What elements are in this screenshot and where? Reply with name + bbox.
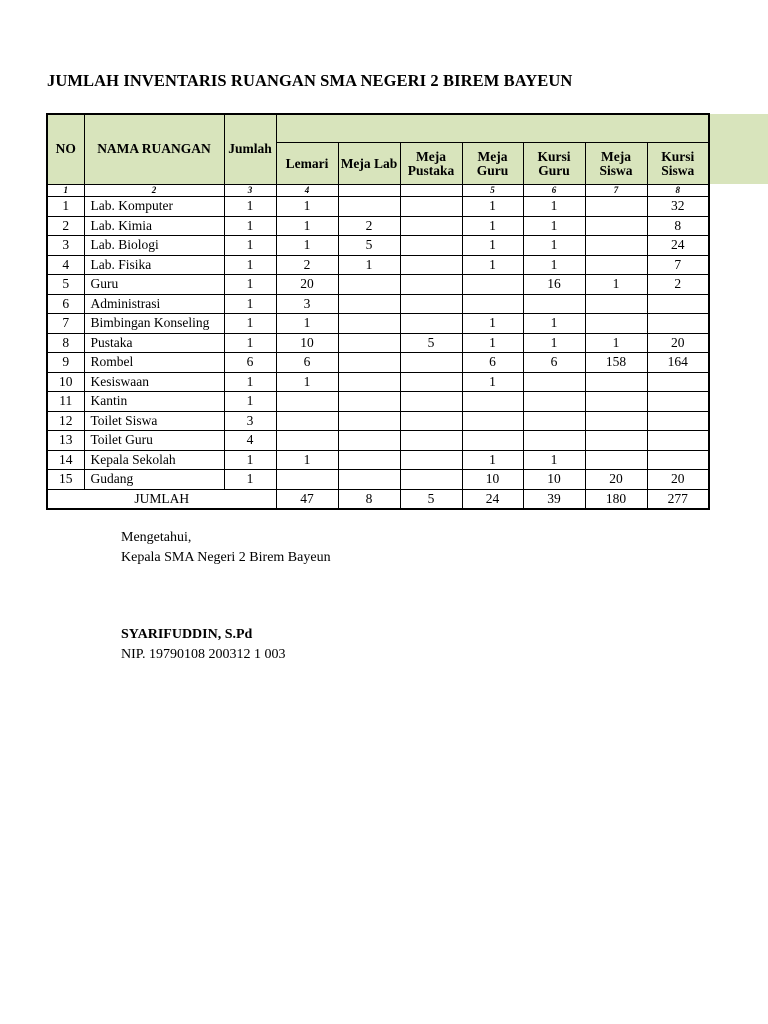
- table-row: [47, 470, 709, 490]
- cell-jumlah: 1: [224, 255, 276, 275]
- cell-nama-ruangan: Bimbingan Konseling: [84, 314, 224, 334]
- cell-no: 6: [47, 294, 84, 314]
- column-number: 1: [47, 185, 84, 197]
- cell-nama-ruangan: Toilet Guru: [84, 431, 224, 451]
- cell-meja-siswa: [585, 450, 647, 470]
- table-row: [47, 255, 709, 275]
- column-number: [400, 185, 462, 197]
- cell-nama-ruangan: Guru: [84, 275, 224, 295]
- header-fill-extension: [709, 114, 768, 184]
- cell-meja-siswa: 1: [585, 275, 647, 295]
- signature-position: Kepala SMA Negeri 2 Birem Bayeun: [121, 550, 331, 565]
- cell-nama-ruangan: Gudang: [84, 470, 224, 490]
- cell-no: 7: [47, 314, 84, 334]
- cell-kursi-siswa: 20: [647, 470, 709, 490]
- document-title: JUMLAH INVENTARIS RUANGAN SMA NEGERI 2 BIREM BAYEUN: [47, 71, 573, 90]
- header-meja-guru: Meja Guru: [462, 143, 523, 185]
- cell-meja-guru: [462, 275, 523, 295]
- cell-no: 5: [47, 275, 84, 295]
- cell-jumlah: 1: [224, 450, 276, 470]
- table-row: [47, 294, 709, 314]
- cell-lemari: [276, 392, 338, 412]
- signature-name: SYARIFUDDIN, S.Pd: [121, 627, 253, 642]
- total-row: [47, 489, 709, 509]
- cell-nama-ruangan: Kepala Sekolah: [84, 450, 224, 470]
- cell-nama-ruangan: Rombel: [84, 353, 224, 373]
- table-row: [47, 372, 709, 392]
- cell-jumlah: 1: [224, 333, 276, 353]
- cell-meja-pustaka: [400, 372, 462, 392]
- table-row: [47, 353, 709, 373]
- signature-nip: NIP. 19790108 200312 1 003: [121, 647, 286, 662]
- signature-acknowledgement: Mengetahui,: [121, 530, 192, 545]
- total-meja-pustaka: 5: [400, 489, 462, 509]
- column-number-row: [47, 185, 709, 197]
- cell-kursi-guru: 16: [523, 275, 585, 295]
- cell-jumlah: 1: [224, 470, 276, 490]
- cell-lemari: [276, 470, 338, 490]
- table-row: [47, 314, 709, 334]
- cell-jumlah: 1: [224, 197, 276, 217]
- cell-meja-guru: 1: [462, 333, 523, 353]
- cell-kursi-siswa: 2: [647, 275, 709, 295]
- cell-kursi-guru: [523, 411, 585, 431]
- cell-kursi-siswa: [647, 431, 709, 451]
- header-nama-ruangan: NAMA RUANGAN: [84, 114, 224, 185]
- header-lemari: Lemari: [276, 143, 338, 185]
- cell-kursi-guru: 10: [523, 470, 585, 490]
- cell-no: 10: [47, 372, 84, 392]
- column-number: [338, 185, 400, 197]
- cell-meja-lab: [338, 197, 400, 217]
- cell-no: 14: [47, 450, 84, 470]
- cell-meja-siswa: 158: [585, 353, 647, 373]
- cell-meja-pustaka: [400, 392, 462, 412]
- cell-meja-lab: 5: [338, 236, 400, 256]
- cell-no: 13: [47, 431, 84, 451]
- cell-kursi-siswa: [647, 392, 709, 412]
- cell-kursi-guru: 6: [523, 353, 585, 373]
- cell-nama-ruangan: Kantin: [84, 392, 224, 412]
- cell-meja-lab: [338, 353, 400, 373]
- cell-nama-ruangan: Kesiswaan: [84, 372, 224, 392]
- table-row: [47, 392, 709, 412]
- cell-lemari: 3: [276, 294, 338, 314]
- cell-meja-pustaka: [400, 197, 462, 217]
- cell-meja-siswa: [585, 392, 647, 412]
- header-no: NO: [47, 114, 84, 185]
- header-meja-siswa: Meja Siswa: [585, 143, 647, 185]
- cell-meja-pustaka: [400, 450, 462, 470]
- cell-meja-lab: [338, 275, 400, 295]
- cell-lemari: 10: [276, 333, 338, 353]
- cell-kursi-siswa: 24: [647, 236, 709, 256]
- cell-meja-pustaka: [400, 255, 462, 275]
- cell-nama-ruangan: Toilet Siswa: [84, 411, 224, 431]
- cell-meja-siswa: 1: [585, 333, 647, 353]
- cell-meja-guru: [462, 294, 523, 314]
- cell-meja-guru: 1: [462, 372, 523, 392]
- cell-kursi-siswa: [647, 450, 709, 470]
- total-meja-lab: 8: [338, 489, 400, 509]
- cell-lemari: 20: [276, 275, 338, 295]
- cell-meja-siswa: [585, 372, 647, 392]
- cell-kursi-siswa: [647, 314, 709, 334]
- cell-meja-pustaka: [400, 294, 462, 314]
- cell-meja-lab: [338, 470, 400, 490]
- cell-jumlah: 1: [224, 314, 276, 334]
- cell-jumlah: 1: [224, 275, 276, 295]
- cell-lemari: 6: [276, 353, 338, 373]
- cell-meja-guru: 1: [462, 216, 523, 236]
- table-row: [47, 450, 709, 470]
- header-kursi-siswa: Kursi Siswa: [647, 143, 709, 185]
- cell-kursi-guru: 1: [523, 255, 585, 275]
- cell-kursi-guru: 1: [523, 197, 585, 217]
- cell-meja-lab: [338, 450, 400, 470]
- cell-lemari: 1: [276, 314, 338, 334]
- cell-kursi-guru: 1: [523, 216, 585, 236]
- cell-lemari: 1: [276, 236, 338, 256]
- cell-no: 1: [47, 197, 84, 217]
- cell-no: 3: [47, 236, 84, 256]
- cell-nama-ruangan: Pustaka: [84, 333, 224, 353]
- table-row: [47, 197, 709, 217]
- cell-meja-siswa: [585, 294, 647, 314]
- total-kursi-guru: 39: [523, 489, 585, 509]
- cell-meja-siswa: [585, 236, 647, 256]
- cell-lemari: [276, 431, 338, 451]
- table-row: [47, 216, 709, 236]
- column-number: 6: [523, 185, 585, 197]
- cell-meja-lab: [338, 392, 400, 412]
- cell-meja-guru: [462, 431, 523, 451]
- column-number: 7: [585, 185, 647, 197]
- cell-jumlah: 1: [224, 372, 276, 392]
- cell-meja-pustaka: [400, 236, 462, 256]
- cell-no: 8: [47, 333, 84, 353]
- cell-meja-pustaka: [400, 216, 462, 236]
- cell-meja-pustaka: [400, 353, 462, 373]
- total-meja-guru: 24: [462, 489, 523, 509]
- cell-kursi-siswa: [647, 411, 709, 431]
- total-lemari: 47: [276, 489, 338, 509]
- cell-jumlah: 1: [224, 392, 276, 412]
- cell-nama-ruangan: Lab. Kimia: [84, 216, 224, 236]
- header-meja-lab: Meja Lab: [338, 143, 400, 185]
- cell-nama-ruangan: Lab. Komputer: [84, 197, 224, 217]
- cell-kursi-guru: [523, 392, 585, 412]
- table-row: [47, 411, 709, 431]
- cell-meja-pustaka: [400, 470, 462, 490]
- cell-lemari: [276, 411, 338, 431]
- cell-jumlah: 6: [224, 353, 276, 373]
- table-row: [47, 236, 709, 256]
- cell-kursi-guru: [523, 372, 585, 392]
- cell-meja-lab: [338, 314, 400, 334]
- table-row: [47, 431, 709, 451]
- cell-kursi-siswa: 32: [647, 197, 709, 217]
- total-meja-siswa: 180: [585, 489, 647, 509]
- header-row: [47, 114, 709, 143]
- cell-jumlah: 3: [224, 411, 276, 431]
- cell-no: 4: [47, 255, 84, 275]
- cell-meja-siswa: [585, 431, 647, 451]
- inventory-table: [46, 113, 710, 510]
- header-jumlah: Jumlah: [224, 114, 276, 185]
- cell-meja-pustaka: [400, 314, 462, 334]
- cell-no: 15: [47, 470, 84, 490]
- cell-kursi-guru: [523, 294, 585, 314]
- cell-nama-ruangan: Lab. Fisika: [84, 255, 224, 275]
- cell-meja-guru: 6: [462, 353, 523, 373]
- cell-meja-guru: 1: [462, 314, 523, 334]
- cell-kursi-guru: 1: [523, 333, 585, 353]
- cell-lemari: 1: [276, 372, 338, 392]
- cell-jumlah: 1: [224, 236, 276, 256]
- cell-kursi-siswa: 164: [647, 353, 709, 373]
- cell-kursi-guru: [523, 431, 585, 451]
- header-group-blank: [276, 114, 709, 143]
- cell-meja-lab: [338, 411, 400, 431]
- cell-meja-siswa: [585, 255, 647, 275]
- cell-meja-pustaka: [400, 411, 462, 431]
- cell-meja-pustaka: [400, 275, 462, 295]
- cell-kursi-siswa: 20: [647, 333, 709, 353]
- cell-meja-siswa: 20: [585, 470, 647, 490]
- cell-meja-guru: 1: [462, 197, 523, 217]
- cell-meja-guru: 1: [462, 236, 523, 256]
- cell-meja-siswa: [585, 411, 647, 431]
- cell-no: 9: [47, 353, 84, 373]
- cell-meja-lab: [338, 333, 400, 353]
- total-label: JUMLAH: [47, 489, 276, 509]
- cell-meja-pustaka: 5: [400, 333, 462, 353]
- cell-meja-guru: [462, 392, 523, 412]
- cell-kursi-guru: 1: [523, 314, 585, 334]
- cell-kursi-guru: 1: [523, 236, 585, 256]
- column-number: 3: [224, 185, 276, 197]
- cell-no: 12: [47, 411, 84, 431]
- column-number: 2: [84, 185, 224, 197]
- cell-nama-ruangan: Lab. Biologi: [84, 236, 224, 256]
- cell-meja-siswa: [585, 197, 647, 217]
- cell-meja-siswa: [585, 216, 647, 236]
- table-body: [47, 197, 709, 490]
- cell-no: 2: [47, 216, 84, 236]
- table-row: [47, 333, 709, 353]
- cell-meja-guru: 10: [462, 470, 523, 490]
- column-number: 8: [647, 185, 709, 197]
- cell-kursi-siswa: 8: [647, 216, 709, 236]
- cell-meja-lab: [338, 431, 400, 451]
- cell-nama-ruangan: Administrasi: [84, 294, 224, 314]
- cell-meja-lab: 1: [338, 255, 400, 275]
- cell-lemari: 1: [276, 197, 338, 217]
- cell-no: 11: [47, 392, 84, 412]
- header-kursi-guru: Kursi Guru: [523, 143, 585, 185]
- cell-jumlah: 4: [224, 431, 276, 451]
- cell-meja-pustaka: [400, 431, 462, 451]
- cell-kursi-guru: 1: [523, 450, 585, 470]
- cell-meja-lab: [338, 294, 400, 314]
- cell-meja-guru: 1: [462, 450, 523, 470]
- total-kursi-siswa: 277: [647, 489, 709, 509]
- cell-jumlah: 1: [224, 294, 276, 314]
- cell-kursi-siswa: [647, 294, 709, 314]
- cell-meja-siswa: [585, 314, 647, 334]
- cell-meja-lab: [338, 372, 400, 392]
- cell-kursi-siswa: [647, 372, 709, 392]
- cell-meja-guru: 1: [462, 255, 523, 275]
- cell-meja-guru: [462, 411, 523, 431]
- table-row: [47, 275, 709, 295]
- cell-lemari: 1: [276, 216, 338, 236]
- column-number: 4: [276, 185, 338, 197]
- cell-kursi-siswa: 7: [647, 255, 709, 275]
- header-meja-pustaka: Meja Pustaka: [400, 143, 462, 185]
- cell-lemari: 2: [276, 255, 338, 275]
- cell-meja-lab: 2: [338, 216, 400, 236]
- cell-jumlah: 1: [224, 216, 276, 236]
- column-number: 5: [462, 185, 523, 197]
- cell-lemari: 1: [276, 450, 338, 470]
